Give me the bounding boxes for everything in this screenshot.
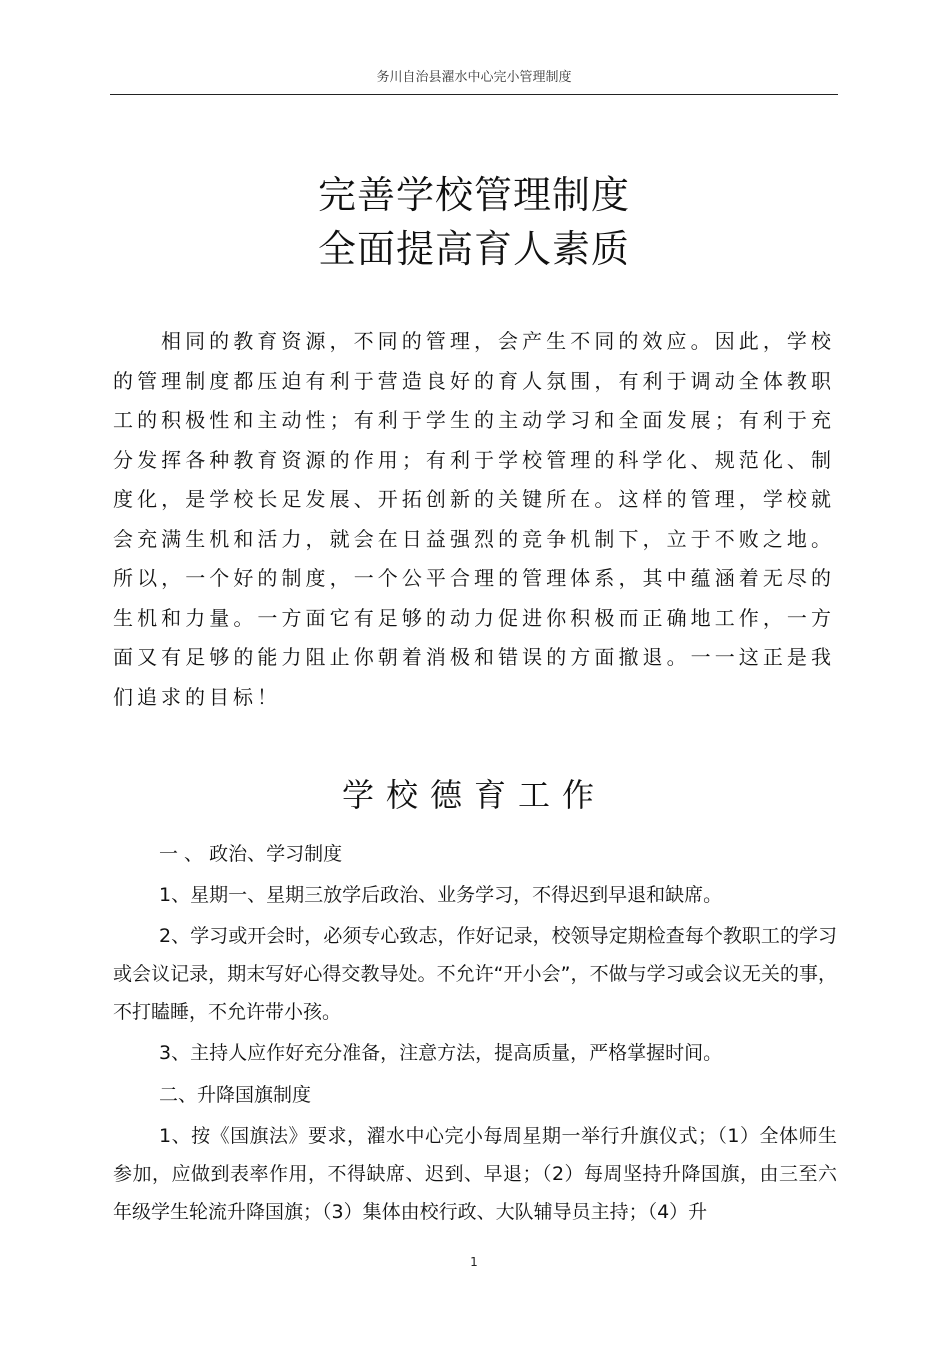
page-number: 1 bbox=[470, 1255, 478, 1269]
running-header: 务川自治县濯水中心完小管理制度 bbox=[376, 70, 572, 85]
list-item: 3、主持人应作好充分准备，注意方法，提高质量，严格掌握时间。 bbox=[159, 1042, 723, 1064]
document-title bbox=[110, 168, 838, 276]
section-title: 学校德育工作 bbox=[341, 776, 606, 814]
list-item: 1、按《国旗法》要求，濯水中心完小每周星期一举行升旗仪式；（1）全体师生参加，应做到表率作用，不得缺席、迟到、早退；（2）每周坚持升降国旗，由三至六年级学生轮流升降国旗；（3）集体由校行政、大队辅导员主持；（4）升 bbox=[113, 1125, 837, 1223]
list-item: 2、学习或开会时，必须专心致志，作好记录，校领导定期检查每个教职工的学习或会议记录，期末写好心得交教导处。不允许“开小会”，不做与学习或会议无关的事，不打瞌睡，不允许带小孩。 bbox=[113, 925, 837, 1023]
section-heading-flag-raising: 二、升降国旗制度 bbox=[159, 1084, 312, 1106]
list-item: 1、星期一、星期三放学后政治、业务学习，不得迟到早退和缺席。 bbox=[159, 884, 723, 906]
header-rule bbox=[110, 94, 838, 95]
title-line-2: 全面提高育人素质 bbox=[317, 227, 630, 271]
section-body bbox=[113, 834, 837, 1234]
title-line-1: 完善学校管理制度 bbox=[317, 173, 630, 217]
intro-paragraph: 相同的教育资源，不同的管理，会产生不同的效应。因此，学校的管理制度都压迫有利于营造良好的育人氛围，有利于调动全体教职工的积极性和主动性；有利于学生的主动学习和全面发展；有利于充分发挥各种教育资源的作用；有利于学校管理的科学化、规范化、制度化，是学校长足发展、开拓创新的关键所在。这样的管理，学校就会充满生机和活力，就会在日益强烈的竞争机制下，立于不败之地。所以，一个好的制度，一个公平合理的管理体系，其中蕴涵着无尽的生机和力量。一方面它有足够的动力促进你积极而正确地工作，一方面又有足够的能力阻止你朝着消极和错误的方面撤退。一一这正是我们追求的目标！ bbox=[113, 329, 835, 709]
section-heading-politics-study: 一 、 政治、学习制度 bbox=[159, 843, 343, 865]
